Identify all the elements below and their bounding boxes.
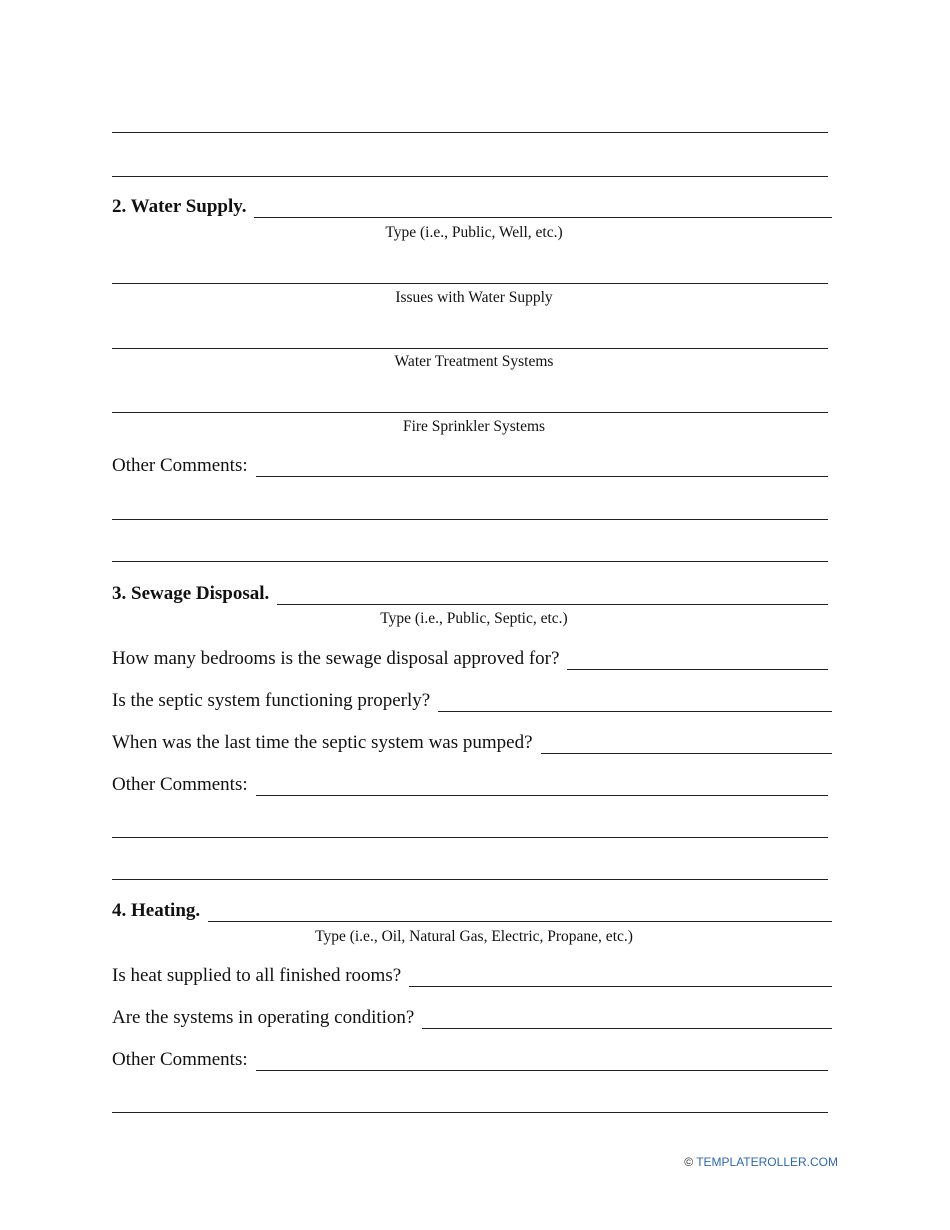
heat-supplied-field[interactable] <box>409 966 832 987</box>
heating-comments-label: Other Comments: <box>112 1049 248 1070</box>
heat-supplied-question: Is heat supplied to all finished rooms? <box>112 965 402 986</box>
water-comments-field[interactable] <box>256 456 828 477</box>
septic-pumped-field[interactable] <box>541 733 832 754</box>
sewage-comments-label: Other Comments: <box>112 774 248 795</box>
sewage-row <box>112 581 828 605</box>
water-comments-line[interactable] <box>112 519 828 520</box>
water-treatment-caption: Water Treatment Systems <box>394 353 554 370</box>
fire-sprinkler-caption: Fire Sprinkler Systems <box>402 418 546 435</box>
sewage-comments-row <box>112 772 828 796</box>
water-supply-type-field[interactable] <box>254 197 832 218</box>
footer-brand <box>640 1155 838 1169</box>
septic-functioning-field[interactable] <box>438 691 832 712</box>
heating-comments-field[interactable] <box>256 1050 828 1071</box>
water-supply-issues-field[interactable] <box>112 283 828 284</box>
blank-line[interactable] <box>112 176 828 177</box>
heating-type-caption: Type (i.e., Oil, Natural Gas, Electric, Propane, etc.) <box>315 928 633 945</box>
heating-type-field[interactable] <box>208 901 832 922</box>
water-supply-row <box>112 194 832 218</box>
operating-condition-question: Are the systems in operating condition? <box>112 1007 415 1028</box>
water-comments-row <box>112 453 828 477</box>
septic-functioning-question: Is the septic system functioning properly? <box>112 690 431 711</box>
heat-supplied-row <box>112 963 832 987</box>
water-treatment-field[interactable] <box>112 348 828 349</box>
septic-pumped-row <box>112 730 832 754</box>
water-supply-heading: 2. Water Supply. <box>112 196 247 217</box>
fire-sprinkler-field[interactable] <box>112 412 828 413</box>
copyright-symbol: © <box>684 1155 694 1169</box>
heating-heading: 4. Heating. <box>112 900 201 921</box>
bedrooms-question: How many bedrooms is the sewage disposal approved for? <box>112 648 560 669</box>
septic-functioning-row <box>112 688 832 712</box>
water-comments-label: Other Comments: <box>112 455 248 476</box>
sewage-heading: 3. Sewage Disposal. <box>112 583 270 604</box>
sewage-comments-line[interactable] <box>112 837 828 838</box>
bedrooms-answer-field[interactable] <box>567 649 828 670</box>
water-comments-line[interactable] <box>112 561 828 562</box>
operating-condition-row <box>112 1005 832 1029</box>
sewage-comments-field[interactable] <box>256 775 828 796</box>
heating-comments-row <box>112 1047 828 1071</box>
septic-pumped-question: When was the last time the septic system was pumped? <box>112 732 533 753</box>
sewage-type-caption: Type (i.e., Public, Septic, etc.) <box>380 610 568 627</box>
sewage-comments-line[interactable] <box>112 879 828 880</box>
water-supply-issues-caption: Issues with Water Supply <box>395 289 553 306</box>
blank-line[interactable] <box>112 132 828 133</box>
operating-condition-field[interactable] <box>422 1008 832 1029</box>
water-supply-type-caption: Type (i.e., Public, Well, etc.) <box>385 224 563 241</box>
sewage-type-field[interactable] <box>277 584 828 605</box>
heating-row <box>112 898 832 922</box>
heating-comments-line[interactable] <box>112 1112 828 1113</box>
brand-link[interactable]: TEMPLATEROLLER.COM <box>696 1155 838 1169</box>
bedrooms-question-row <box>112 646 828 670</box>
